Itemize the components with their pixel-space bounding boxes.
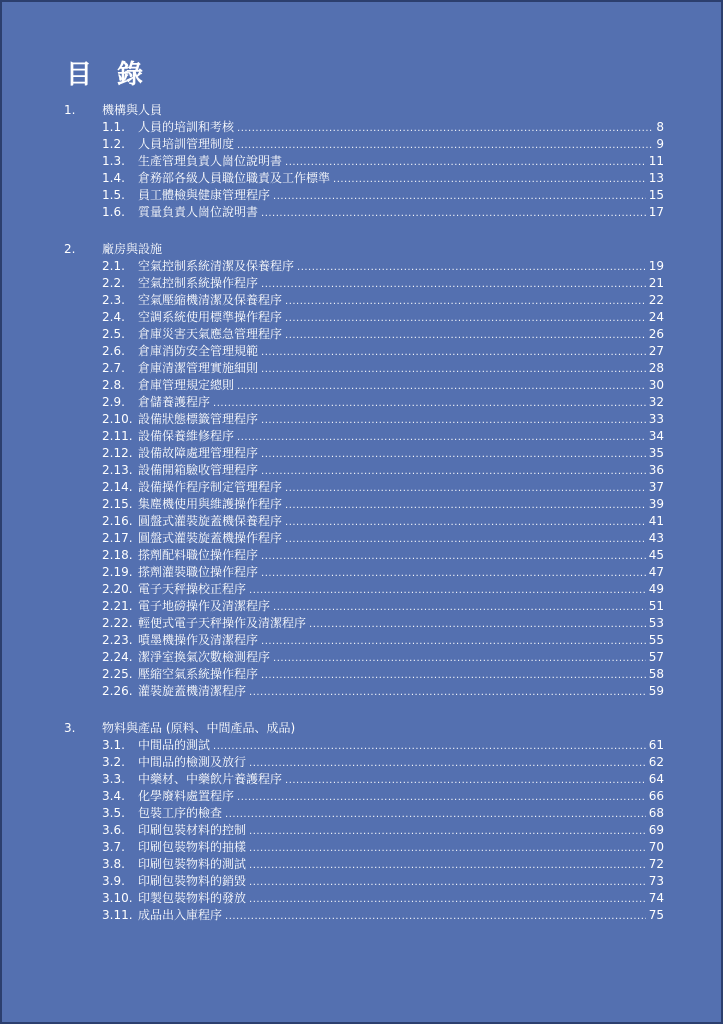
section-number: 1. bbox=[64, 103, 76, 117]
entry-page-number: 66 bbox=[648, 789, 664, 803]
entry-page-number: 51 bbox=[648, 599, 664, 613]
entry-title: 人員培訓管理制度 bbox=[138, 137, 235, 151]
entry-title: 灌裝旋蓋機清潔程序 bbox=[138, 684, 247, 698]
toc-section-heading bbox=[64, 102, 664, 119]
entry-page-number: 43 bbox=[648, 531, 664, 545]
entry-title: 倉庫消防安全管理規範 bbox=[138, 344, 259, 358]
entry-title: 空調系統使用標準操作程序 bbox=[138, 310, 283, 324]
entry-title: 設備狀態標籤管理程序 bbox=[138, 412, 259, 426]
entry-title: 成品出入庫程序 bbox=[138, 908, 223, 922]
entry-number: 3.4. bbox=[102, 789, 125, 803]
page-title: 目 錄 bbox=[66, 60, 152, 90]
entry-title: 中藥材、中藥飲片養護程序 bbox=[138, 772, 283, 786]
entry-number: 3.6. bbox=[102, 823, 125, 837]
dot-leader bbox=[261, 205, 646, 222]
dot-leader bbox=[297, 259, 646, 276]
dot-leader bbox=[261, 344, 646, 361]
entry-number: 2.25. bbox=[102, 667, 133, 681]
entry-title: 設備保養維修程序 bbox=[138, 429, 235, 443]
entry-title: 圓盤式灌裝旋蓋機操作程序 bbox=[138, 531, 283, 545]
entry-number: 2.21. bbox=[102, 599, 133, 613]
entry-title: 包裝工序的檢查 bbox=[138, 806, 223, 820]
dot-leader bbox=[213, 395, 646, 412]
entry-number: 2.16. bbox=[102, 514, 133, 528]
toc-entry[interactable] bbox=[64, 153, 664, 170]
toc-entry[interactable] bbox=[64, 856, 664, 873]
entry-page-number: 64 bbox=[648, 772, 664, 786]
toc-entry[interactable] bbox=[64, 649, 664, 666]
section-title: 物料與產品 (原料、中間產品、成品) bbox=[102, 721, 296, 735]
entry-number: 1.4. bbox=[102, 171, 125, 185]
entry-page-number: 62 bbox=[648, 755, 664, 769]
entry-page-number: 19 bbox=[648, 259, 664, 273]
entry-page-number: 57 bbox=[648, 650, 664, 664]
entry-page-number: 17 bbox=[648, 205, 664, 219]
dot-leader bbox=[285, 293, 646, 310]
entry-number: 2.2. bbox=[102, 276, 125, 290]
entry-number: 1.6. bbox=[102, 205, 125, 219]
entry-title: 搽劑配料職位操作程序 bbox=[138, 548, 259, 562]
toc-entry[interactable] bbox=[64, 377, 664, 394]
entry-page-number: 58 bbox=[648, 667, 664, 681]
dot-leader bbox=[249, 891, 646, 908]
dot-leader bbox=[249, 684, 646, 701]
toc-entry[interactable] bbox=[64, 394, 664, 411]
entry-title: 設備操作程序制定管理程序 bbox=[138, 480, 283, 494]
dot-leader bbox=[249, 582, 646, 599]
entry-page-number: 30 bbox=[648, 378, 664, 392]
entry-number: 2.22. bbox=[102, 616, 133, 630]
entry-page-number: 74 bbox=[648, 891, 664, 905]
entry-number: 2.24. bbox=[102, 650, 133, 664]
entry-title: 印製包裝物料的發放 bbox=[138, 891, 247, 905]
entry-page-number: 8 bbox=[656, 120, 664, 134]
entry-page-number: 39 bbox=[648, 497, 664, 511]
toc-entry[interactable] bbox=[64, 805, 664, 822]
toc-entry[interactable] bbox=[64, 136, 664, 153]
dot-leader bbox=[249, 823, 646, 840]
dot-leader bbox=[237, 789, 646, 806]
entry-page-number: 28 bbox=[648, 361, 664, 375]
entry-number: 2.9. bbox=[102, 395, 125, 409]
entry-page-number: 47 bbox=[648, 565, 664, 579]
dot-leader bbox=[249, 840, 646, 857]
entry-page-number: 68 bbox=[648, 806, 664, 820]
dot-leader bbox=[225, 908, 646, 925]
entry-number: 2.17. bbox=[102, 531, 133, 545]
toc-section bbox=[64, 241, 664, 700]
section-number: 3. bbox=[64, 721, 76, 735]
entry-title: 質量負責人崗位說明書 bbox=[138, 205, 259, 219]
entry-page-number: 26 bbox=[648, 327, 664, 341]
entry-number: 1.5. bbox=[102, 188, 125, 202]
toc-entry[interactable] bbox=[64, 907, 664, 924]
entry-number: 3.7. bbox=[102, 840, 125, 854]
toc-entry[interactable] bbox=[64, 547, 664, 564]
dot-leader bbox=[309, 616, 646, 633]
toc-entry[interactable] bbox=[64, 496, 664, 513]
toc-entry[interactable] bbox=[64, 581, 664, 598]
entry-number: 3.5. bbox=[102, 806, 125, 820]
entry-title: 生產管理負責人崗位說明書 bbox=[138, 154, 283, 168]
entry-number: 2.23. bbox=[102, 633, 133, 647]
entry-page-number: 55 bbox=[648, 633, 664, 647]
entry-number: 2.11. bbox=[102, 429, 133, 443]
toc-entry[interactable] bbox=[64, 632, 664, 649]
toc-entry[interactable] bbox=[64, 170, 664, 187]
toc-entry[interactable] bbox=[64, 564, 664, 581]
table-of-contents bbox=[64, 102, 664, 924]
dot-leader bbox=[249, 857, 646, 874]
dot-leader bbox=[237, 120, 653, 137]
entry-title: 化學廢料處置程序 bbox=[138, 789, 235, 803]
entry-number: 2.13. bbox=[102, 463, 133, 477]
entry-title: 倉務部各級人員職位職責及工作標準 bbox=[138, 171, 331, 185]
toc-section-heading bbox=[64, 241, 664, 258]
toc-entry[interactable] bbox=[64, 666, 664, 683]
entry-page-number: 15 bbox=[648, 188, 664, 202]
toc-entry[interactable] bbox=[64, 411, 664, 428]
toc-entry[interactable] bbox=[64, 258, 664, 275]
toc-section bbox=[64, 720, 664, 924]
entry-title: 空氣壓縮機清潔及保養程序 bbox=[138, 293, 283, 307]
entry-title: 潔淨室換氣次數檢測程序 bbox=[138, 650, 271, 664]
dot-leader bbox=[285, 772, 646, 789]
dot-leader bbox=[249, 755, 646, 772]
entry-page-number: 73 bbox=[648, 874, 664, 888]
entry-number: 2.15. bbox=[102, 497, 133, 511]
entry-title: 空氣控制系統清潔及保養程序 bbox=[138, 259, 295, 273]
entry-title: 空氣控制系統操作程序 bbox=[138, 276, 259, 290]
toc-entry[interactable] bbox=[64, 462, 664, 479]
toc-entry[interactable] bbox=[64, 737, 664, 754]
entry-number: 3.8. bbox=[102, 857, 125, 871]
toc-entry[interactable] bbox=[64, 275, 664, 292]
toc-entry[interactable] bbox=[64, 479, 664, 496]
toc-entry[interactable] bbox=[64, 683, 664, 700]
toc-entry[interactable] bbox=[64, 530, 664, 547]
entry-title: 噴墨機操作及清潔程序 bbox=[138, 633, 259, 647]
toc-entry[interactable] bbox=[64, 428, 664, 445]
toc-entry[interactable] bbox=[64, 445, 664, 462]
toc-entry[interactable] bbox=[64, 292, 664, 309]
entry-number: 2.5. bbox=[102, 327, 125, 341]
entry-page-number: 49 bbox=[648, 582, 664, 596]
dot-leader bbox=[285, 514, 646, 531]
dot-leader bbox=[285, 497, 646, 514]
entry-title: 倉庫災害天氣應急管理程序 bbox=[138, 327, 283, 341]
entry-number: 1.2. bbox=[102, 137, 125, 151]
entry-title: 倉庫清潔管理實施細則 bbox=[138, 361, 259, 375]
entry-page-number: 24 bbox=[648, 310, 664, 324]
entry-page-number: 69 bbox=[648, 823, 664, 837]
toc-entry[interactable] bbox=[64, 839, 664, 856]
dot-leader bbox=[285, 310, 646, 327]
dot-leader bbox=[285, 327, 646, 344]
entry-title: 印刷包裝材料的控制 bbox=[138, 823, 247, 837]
toc-entry[interactable] bbox=[64, 890, 664, 907]
toc-entry[interactable] bbox=[64, 822, 664, 839]
dot-leader bbox=[225, 806, 646, 823]
dot-leader bbox=[261, 565, 646, 582]
entry-title: 印刷包裝物料的測試 bbox=[138, 857, 247, 871]
toc-entry[interactable] bbox=[64, 119, 664, 136]
entry-page-number: 27 bbox=[648, 344, 664, 358]
entry-number: 3.2. bbox=[102, 755, 125, 769]
entry-number: 3.1. bbox=[102, 738, 125, 752]
dot-leader bbox=[261, 548, 646, 565]
entry-number: 1.1. bbox=[102, 120, 125, 134]
dot-leader bbox=[261, 361, 646, 378]
entry-page-number: 41 bbox=[648, 514, 664, 528]
entry-title: 電子地磅操作及清潔程序 bbox=[138, 599, 271, 613]
dot-leader bbox=[273, 188, 646, 205]
entry-number: 2.3. bbox=[102, 293, 125, 307]
entry-page-number: 9 bbox=[656, 137, 664, 151]
dot-leader bbox=[237, 137, 653, 154]
toc-entry[interactable] bbox=[64, 343, 664, 360]
dot-leader bbox=[285, 531, 646, 548]
entry-page-number: 72 bbox=[648, 857, 664, 871]
toc-entry[interactable] bbox=[64, 309, 664, 326]
entry-title: 輕便式電子天秤操作及清潔程序 bbox=[138, 616, 307, 630]
dot-leader bbox=[261, 633, 646, 650]
entry-number: 3.3. bbox=[102, 772, 125, 786]
entry-title: 電子天秤操校正程序 bbox=[138, 582, 247, 596]
entry-title: 集塵機使用與維護操作程序 bbox=[138, 497, 283, 511]
entry-title: 印刷包裝物料的銷毀 bbox=[138, 874, 247, 888]
dot-leader bbox=[273, 650, 646, 667]
entry-title: 倉儲養護程序 bbox=[138, 395, 211, 409]
toc-entry[interactable] bbox=[64, 615, 664, 632]
dot-leader bbox=[249, 874, 646, 891]
entry-title: 印刷包裝物料的抽樣 bbox=[138, 840, 247, 854]
entry-page-number: 21 bbox=[648, 276, 664, 290]
entry-title: 倉庫管理規定總則 bbox=[138, 378, 235, 392]
dot-leader bbox=[273, 599, 646, 616]
entry-number: 2.26. bbox=[102, 684, 133, 698]
toc-entry[interactable] bbox=[64, 771, 664, 788]
entry-page-number: 35 bbox=[648, 446, 664, 460]
toc-entry[interactable] bbox=[64, 788, 664, 805]
dot-leader bbox=[237, 429, 646, 446]
entry-number: 3.9. bbox=[102, 874, 125, 888]
entry-page-number: 22 bbox=[648, 293, 664, 307]
toc-entry[interactable] bbox=[64, 326, 664, 343]
entry-title: 中間品的檢測及放行 bbox=[138, 755, 247, 769]
section-number: 2. bbox=[64, 242, 76, 256]
dot-leader bbox=[285, 480, 646, 497]
entry-page-number: 36 bbox=[648, 463, 664, 477]
dot-leader bbox=[261, 446, 646, 463]
entry-title: 壓縮空氣系統操作程序 bbox=[138, 667, 259, 681]
toc-entry[interactable] bbox=[64, 513, 664, 530]
dot-leader bbox=[237, 378, 646, 395]
entry-title: 搽劑灌裝職位操作程序 bbox=[138, 565, 259, 579]
entry-page-number: 53 bbox=[648, 616, 664, 630]
entry-title: 人員的培訓和考核 bbox=[138, 120, 235, 134]
entry-page-number: 59 bbox=[648, 684, 664, 698]
toc-entry[interactable] bbox=[64, 360, 664, 377]
entry-page-number: 33 bbox=[648, 412, 664, 426]
entry-title: 員工體檢與健康管理程序 bbox=[138, 188, 271, 202]
dot-leader bbox=[261, 412, 646, 429]
entry-page-number: 45 bbox=[648, 548, 664, 562]
entry-title: 設備開箱驗收管理程序 bbox=[138, 463, 259, 477]
dot-leader bbox=[285, 154, 646, 171]
toc-entry[interactable] bbox=[64, 204, 664, 221]
entry-number: 2.7. bbox=[102, 361, 125, 375]
entry-number: 2.6. bbox=[102, 344, 125, 358]
dot-leader bbox=[213, 738, 646, 755]
toc-entry[interactable] bbox=[64, 754, 664, 771]
entry-number: 2.19. bbox=[102, 565, 133, 579]
toc-entry[interactable] bbox=[64, 187, 664, 204]
entry-number: 3.11. bbox=[102, 908, 133, 922]
dot-leader bbox=[261, 463, 646, 480]
entry-page-number: 75 bbox=[648, 908, 664, 922]
dot-leader bbox=[261, 276, 646, 293]
section-title: 廠房與設施 bbox=[102, 242, 163, 256]
entry-title: 中間品的測試 bbox=[138, 738, 211, 752]
toc-section bbox=[64, 102, 664, 221]
entry-page-number: 13 bbox=[648, 171, 664, 185]
toc-section-heading bbox=[64, 720, 664, 737]
entry-page-number: 11 bbox=[648, 154, 664, 168]
entry-number: 2.8. bbox=[102, 378, 125, 392]
entry-number: 2.1. bbox=[102, 259, 125, 273]
dot-leader bbox=[333, 171, 646, 188]
entry-title: 設備故障處理管理程序 bbox=[138, 446, 259, 460]
entry-page-number: 37 bbox=[648, 480, 664, 494]
toc-entry[interactable] bbox=[64, 873, 664, 890]
entry-number: 2.20. bbox=[102, 582, 133, 596]
entry-page-number: 61 bbox=[648, 738, 664, 752]
toc-entry[interactable] bbox=[64, 598, 664, 615]
entry-number: 2.14. bbox=[102, 480, 133, 494]
section-title: 機構與人員 bbox=[102, 103, 163, 117]
entry-number: 2.10. bbox=[102, 412, 133, 426]
dot-leader bbox=[261, 667, 646, 684]
entry-number: 1.3. bbox=[102, 154, 125, 168]
entry-number: 2.12. bbox=[102, 446, 133, 460]
entry-title: 圓盤式灌裝旋蓋機保養程序 bbox=[138, 514, 283, 528]
entry-number: 2.4. bbox=[102, 310, 125, 324]
entry-page-number: 34 bbox=[648, 429, 664, 443]
entry-number: 2.18. bbox=[102, 548, 133, 562]
entry-page-number: 70 bbox=[648, 840, 664, 854]
entry-number: 3.10. bbox=[102, 891, 133, 905]
entry-page-number: 32 bbox=[648, 395, 664, 409]
